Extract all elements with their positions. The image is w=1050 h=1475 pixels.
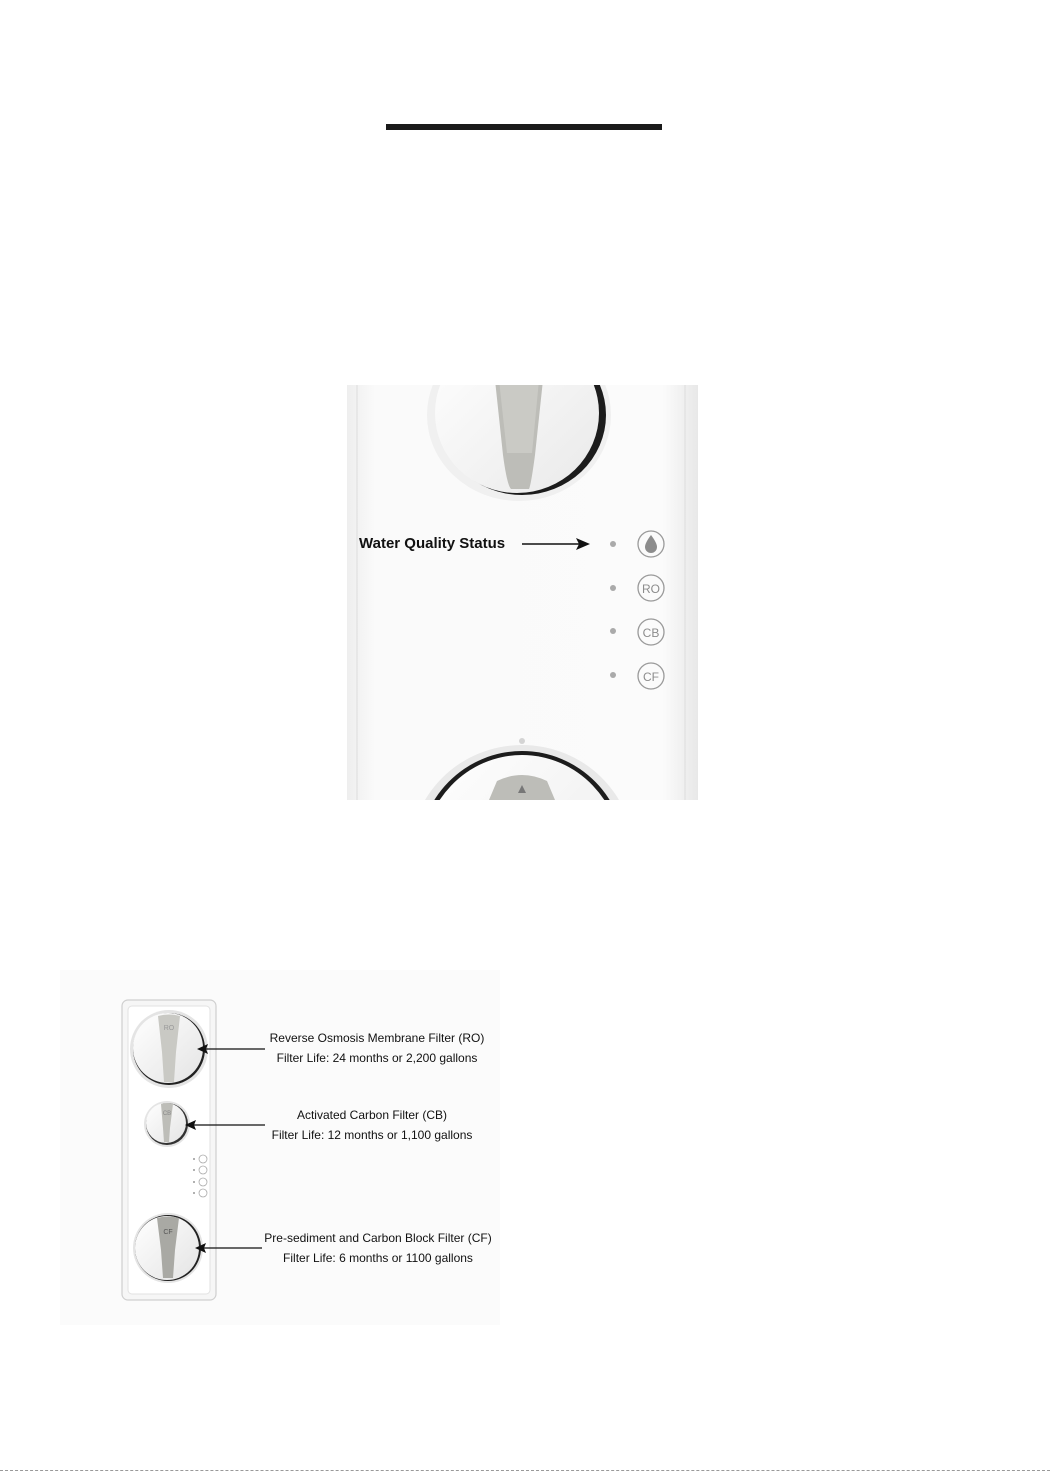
ro-knob-label: RO xyxy=(163,1025,175,1032)
ro-knob xyxy=(130,1010,208,1088)
ro-icon: RO xyxy=(642,582,660,596)
filter-diagram-svg xyxy=(60,970,500,1325)
cb-filter-name: Activated Carbon Filter (CB) xyxy=(296,1108,448,1122)
cf-icon: CF xyxy=(643,670,659,684)
cb-icon: CB xyxy=(642,626,660,640)
ro-filter-name: Reverse Osmosis Membrane Filter (RO) xyxy=(269,1031,485,1045)
filter-diagram xyxy=(60,970,500,1325)
cb-knob xyxy=(144,1101,190,1147)
title-rule xyxy=(386,124,662,130)
cf-knob xyxy=(133,1213,203,1283)
cf-filter-life: Filter Life: 6 months or 1100 gallons xyxy=(283,1251,473,1265)
water-quality-status-label: Water Quality Status xyxy=(359,535,506,552)
panel-closeup-svg xyxy=(347,385,698,800)
cb-knob-label: CB xyxy=(162,1111,172,1117)
ro-filter-life: Filter Life: 24 months or 2,200 gallons xyxy=(276,1051,478,1065)
cf-knob-label: CF xyxy=(163,1229,173,1236)
cb-filter-life: Filter Life: 12 months or 1,100 gallons xyxy=(271,1128,473,1142)
panel-closeup-photo xyxy=(347,385,698,800)
page-edge-dashes xyxy=(0,1470,1050,1472)
cf-filter-name: Pre-sediment and Carbon Block Filter (CF) xyxy=(264,1231,492,1245)
